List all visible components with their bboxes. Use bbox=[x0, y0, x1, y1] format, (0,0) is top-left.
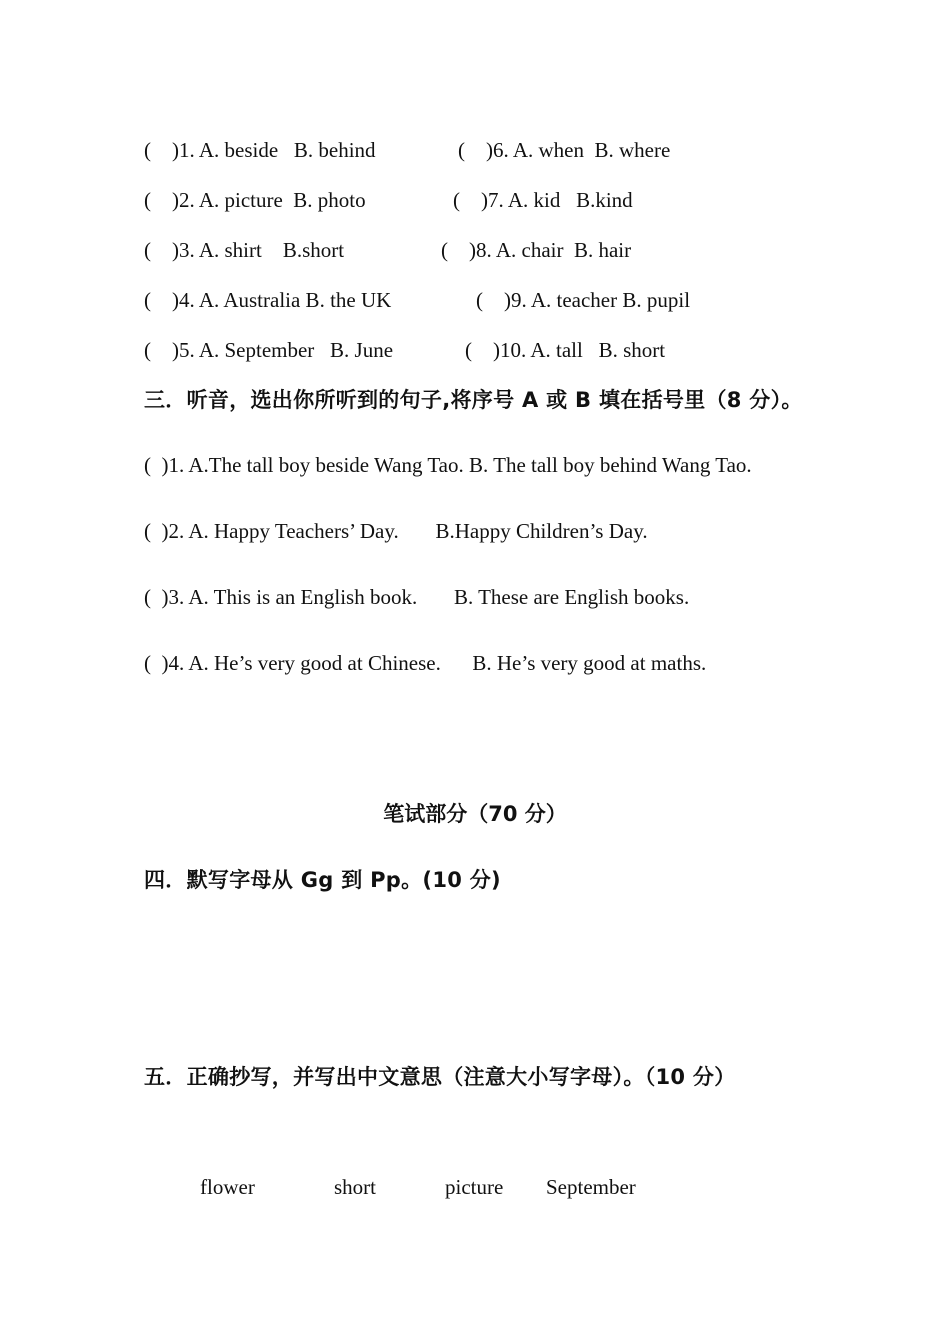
item-1: ( )1. A. beside B. behind bbox=[144, 138, 376, 162]
copy-word-flower: flower bbox=[200, 1175, 255, 1199]
item-10: ( )10. A. tall B. short bbox=[465, 338, 666, 362]
sentence-item-2: ( )2. A. Happy Teachers’ Day. B.Happy Children’s Day. bbox=[144, 519, 648, 543]
written-part-title: 笔试部分（70 分） bbox=[383, 802, 567, 826]
item-5: ( )5. A. September B. June bbox=[144, 338, 394, 362]
item-3: ( )3. A. shirt B.short bbox=[144, 238, 345, 262]
item-7: ( )7. A. kid B.kind bbox=[453, 188, 633, 212]
item-9: ( )9. A. teacher B. pupil bbox=[476, 288, 691, 312]
section5-heading: 五．正确抄写，并写出中文意思（注意大小写字母）。（10 分） bbox=[144, 1065, 736, 1089]
copy-word-picture: picture bbox=[445, 1175, 504, 1199]
section4-heading: 四．默写字母从 Gg 到 Pp。(10 分) bbox=[144, 868, 501, 892]
copy-word-short: short bbox=[334, 1175, 376, 1199]
item-4: ( )4. A. Australia B. the UK bbox=[144, 288, 392, 312]
sentence-item-3: ( )3. A. This is an English book. B. These are English books. bbox=[144, 585, 690, 609]
copy-word-september: September bbox=[546, 1175, 636, 1199]
sentence-item-4: ( )4. A. He’s very good at Chinese. B. He’s very good at maths. bbox=[144, 651, 707, 675]
section3-heading: 三．听音，选出你所听到的句子,将序号 A 或 B 填在括号里（8 分）。 bbox=[144, 388, 803, 412]
item-6: ( )6. A. when B. where bbox=[458, 138, 671, 162]
item-2: ( )2. A. picture B. photo bbox=[144, 188, 366, 212]
item-8: ( )8. A. chair B. hair bbox=[441, 238, 632, 262]
sentence-item-1: ( )1. A.The tall boy beside Wang Tao. B. The tall boy behind Wang Tao. bbox=[144, 453, 752, 477]
